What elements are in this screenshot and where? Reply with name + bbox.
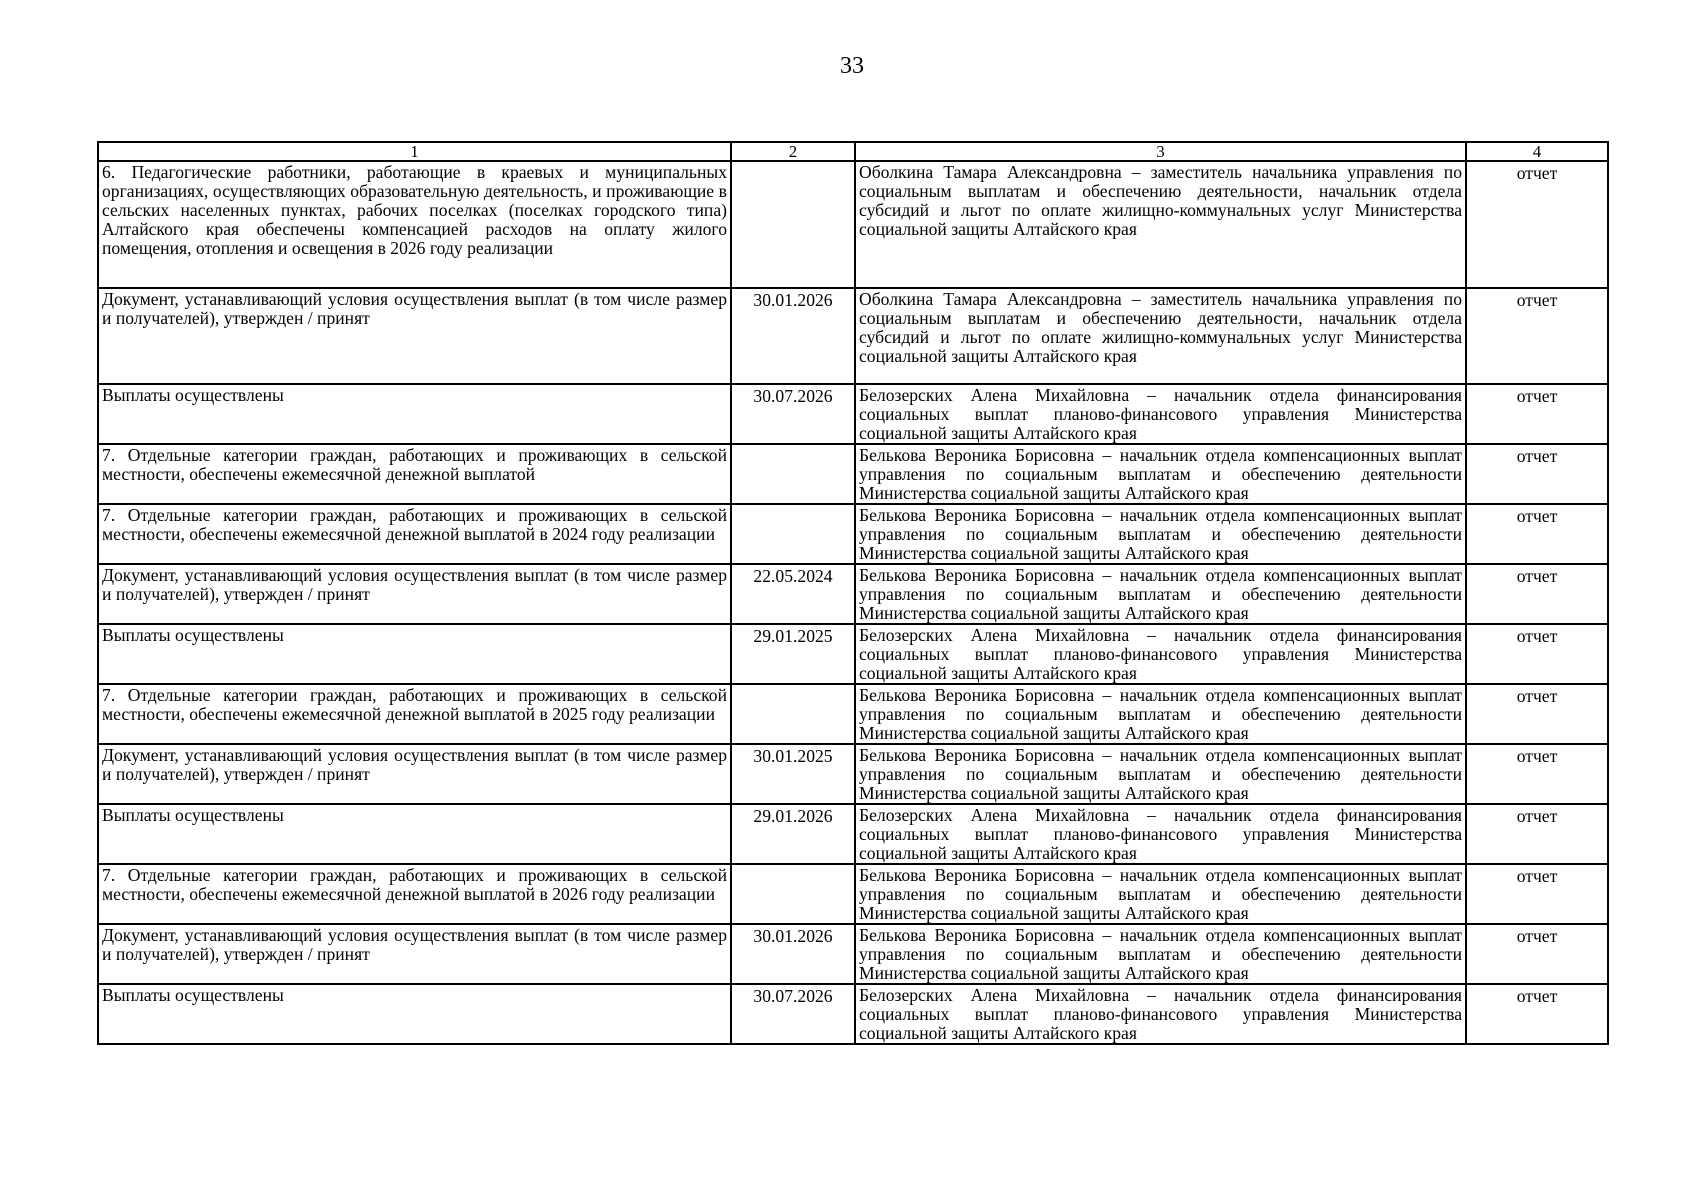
cell-responsible: Белькова Вероника Борисовна – начальник отдела компенсационных выплат управления по социальным выплатам и обеспечению деятельности Министерства социальной защиты Алтайского края: [855, 564, 1466, 624]
cell-report-type: отчет: [1466, 984, 1608, 1044]
table-row: [98, 504, 1608, 564]
cell-deadline: 30.07.2026: [731, 384, 855, 444]
cell-description: 7. Отдельные категории граждан, работающих и проживающих в сельской местности, обеспечены ежемесячной денежной выплатой в 2026 году реализации: [98, 864, 731, 924]
cell-report-type: отчет: [1466, 564, 1608, 624]
cell-deadline: 30.01.2026: [731, 288, 855, 384]
column-header-1: 1: [98, 142, 731, 161]
cell-deadline: [731, 504, 855, 564]
cell-deadline: 29.01.2025: [731, 624, 855, 684]
cell-responsible: Белозерских Алена Михайловна – начальник отдела финансирования социальных выплат планово-финансового управления Министерства социальной защиты Алтайского края: [855, 384, 1466, 444]
cell-report-type: отчет: [1466, 444, 1608, 504]
cell-report-type: отчет: [1466, 684, 1608, 744]
cell-report-type: отчет: [1466, 504, 1608, 564]
cell-description: 6. Педагогические работники, работающие в краевых и муниципальных организациях, осуществляющих образовательную деятельность, и проживающие в сельских населенных пунктах, рабочих поселках (поселках городского типа) Алтайского края обеспечены компенсацией расходов на оплату жилого помещения, отопления и освещения в 2026 году реализации: [98, 161, 731, 288]
cell-description: Выплаты осуществлены: [98, 984, 731, 1044]
cell-description: Документ, устанавливающий условия осуществления выплат (в том числе размер и получателей), утвержден / принят: [98, 744, 731, 804]
column-header-3: 3: [855, 142, 1466, 161]
header-row: [98, 142, 1608, 161]
cell-deadline: 30.01.2025: [731, 744, 855, 804]
cell-report-type: отчет: [1466, 744, 1608, 804]
cell-report-type: отчет: [1466, 161, 1608, 288]
cell-report-type: отчет: [1466, 384, 1608, 444]
cell-responsible: Оболкина Тамара Александровна – заместитель начальника управления по социальным выплатам и обеспечению деятельности, начальник отдела субсидий и льгот по оплате жилищно-коммунальных услуг Министерства социальной защиты Алтайского края: [855, 288, 1466, 384]
cell-report-type: отчет: [1466, 924, 1608, 984]
cell-report-type: отчет: [1466, 864, 1608, 924]
cell-deadline: [731, 161, 855, 288]
cell-description: Документ, устанавливающий условия осуществления выплат (в том числе размер и получателей), утвержден / принят: [98, 924, 731, 984]
table-row: [98, 444, 1608, 504]
cell-responsible: Белькова Вероника Борисовна – начальник отдела компенсационных выплат управления по социальным выплатам и обеспечению деятельности Министерства социальной защиты Алтайского края: [855, 684, 1466, 744]
table-row: [98, 384, 1608, 444]
cell-report-type: отчет: [1466, 624, 1608, 684]
table-row: [98, 864, 1608, 924]
cell-deadline: 29.01.2026: [731, 804, 855, 864]
page-number: 33: [840, 53, 864, 79]
cell-description: 7. Отдельные категории граждан, работающих и проживающих в сельской местности, обеспечены ежемесячной денежной выплатой в 2025 году реализации: [98, 684, 731, 744]
cell-deadline: 22.05.2024: [731, 564, 855, 624]
cell-report-type: отчет: [1466, 288, 1608, 384]
column-header-2: 2: [731, 142, 855, 161]
cell-description: Выплаты осуществлены: [98, 384, 731, 444]
cell-responsible: Белозерских Алена Михайловна – начальник отдела финансирования социальных выплат планово-финансового управления Министерства социальной защиты Алтайского края: [855, 984, 1466, 1044]
cell-responsible: Белькова Вероника Борисовна – начальник отдела компенсационных выплат управления по социальным выплатам и обеспечению деятельности Министерства социальной защиты Алтайского края: [855, 744, 1466, 804]
cell-deadline: 30.07.2026: [731, 984, 855, 1044]
table-row: [98, 924, 1608, 984]
cell-deadline: [731, 684, 855, 744]
plan-table: [97, 141, 1609, 1045]
cell-description: Документ, устанавливающий условия осуществления выплат (в том числе размер и получателей), утвержден / принят: [98, 564, 731, 624]
table-row: [98, 744, 1608, 804]
cell-report-type: отчет: [1466, 804, 1608, 864]
cell-deadline: [731, 444, 855, 504]
table-row: [98, 161, 1608, 288]
table-row: [98, 564, 1608, 624]
table-row: [98, 624, 1608, 684]
cell-responsible: Белькова Вероника Борисовна – начальник отдела компенсационных выплат управления по социальным выплатам и обеспечению деятельности Министерства социальной защиты Алтайского края: [855, 924, 1466, 984]
cell-deadline: [731, 864, 855, 924]
cell-responsible: Белозерских Алена Михайловна – начальник отдела финансирования социальных выплат планово-финансового управления Министерства социальной защиты Алтайского края: [855, 624, 1466, 684]
column-header-4: 4: [1466, 142, 1608, 161]
table-row: [98, 804, 1608, 864]
cell-description: Документ, устанавливающий условия осуществления выплат (в том числе размер и получателей), утвержден / принят: [98, 288, 731, 384]
table-row: [98, 288, 1608, 384]
cell-description: 7. Отдельные категории граждан, работающих и проживающих в сельской местности, обеспечены ежемесячной денежной выплатой в 2024 году реализации: [98, 504, 731, 564]
cell-responsible: Белькова Вероника Борисовна – начальник отдела компенсационных выплат управления по социальным выплатам и обеспечению деятельности Министерства социальной защиты Алтайского края: [855, 864, 1466, 924]
cell-responsible: Оболкина Тамара Александровна – заместитель начальника управления по социальным выплатам и обеспечению деятельности, начальник отдела субсидий и льгот по оплате жилищно-коммунальных услуг Министерства социальной защиты Алтайского края: [855, 161, 1466, 288]
cell-description: 7. Отдельные категории граждан, работающих и проживающих в сельской местности, обеспечены ежемесячной денежной выплатой: [98, 444, 731, 504]
cell-description: Выплаты осуществлены: [98, 624, 731, 684]
cell-description: Выплаты осуществлены: [98, 804, 731, 864]
table-row: [98, 984, 1608, 1044]
cell-responsible: Белозерских Алена Михайловна – начальник отдела финансирования социальных выплат планово-финансового управления Министерства социальной защиты Алтайского края: [855, 804, 1466, 864]
cell-responsible: Белькова Вероника Борисовна – начальник отдела компенсационных выплат управления по социальным выплатам и обеспечению деятельности Министерства социальной защиты Алтайского края: [855, 444, 1466, 504]
cell-responsible: Белькова Вероника Борисовна – начальник отдела компенсационных выплат управления по социальным выплатам и обеспечению деятельности Министерства социальной защиты Алтайского края: [855, 504, 1466, 564]
cell-deadline: 30.01.2026: [731, 924, 855, 984]
table-row: [98, 684, 1608, 744]
